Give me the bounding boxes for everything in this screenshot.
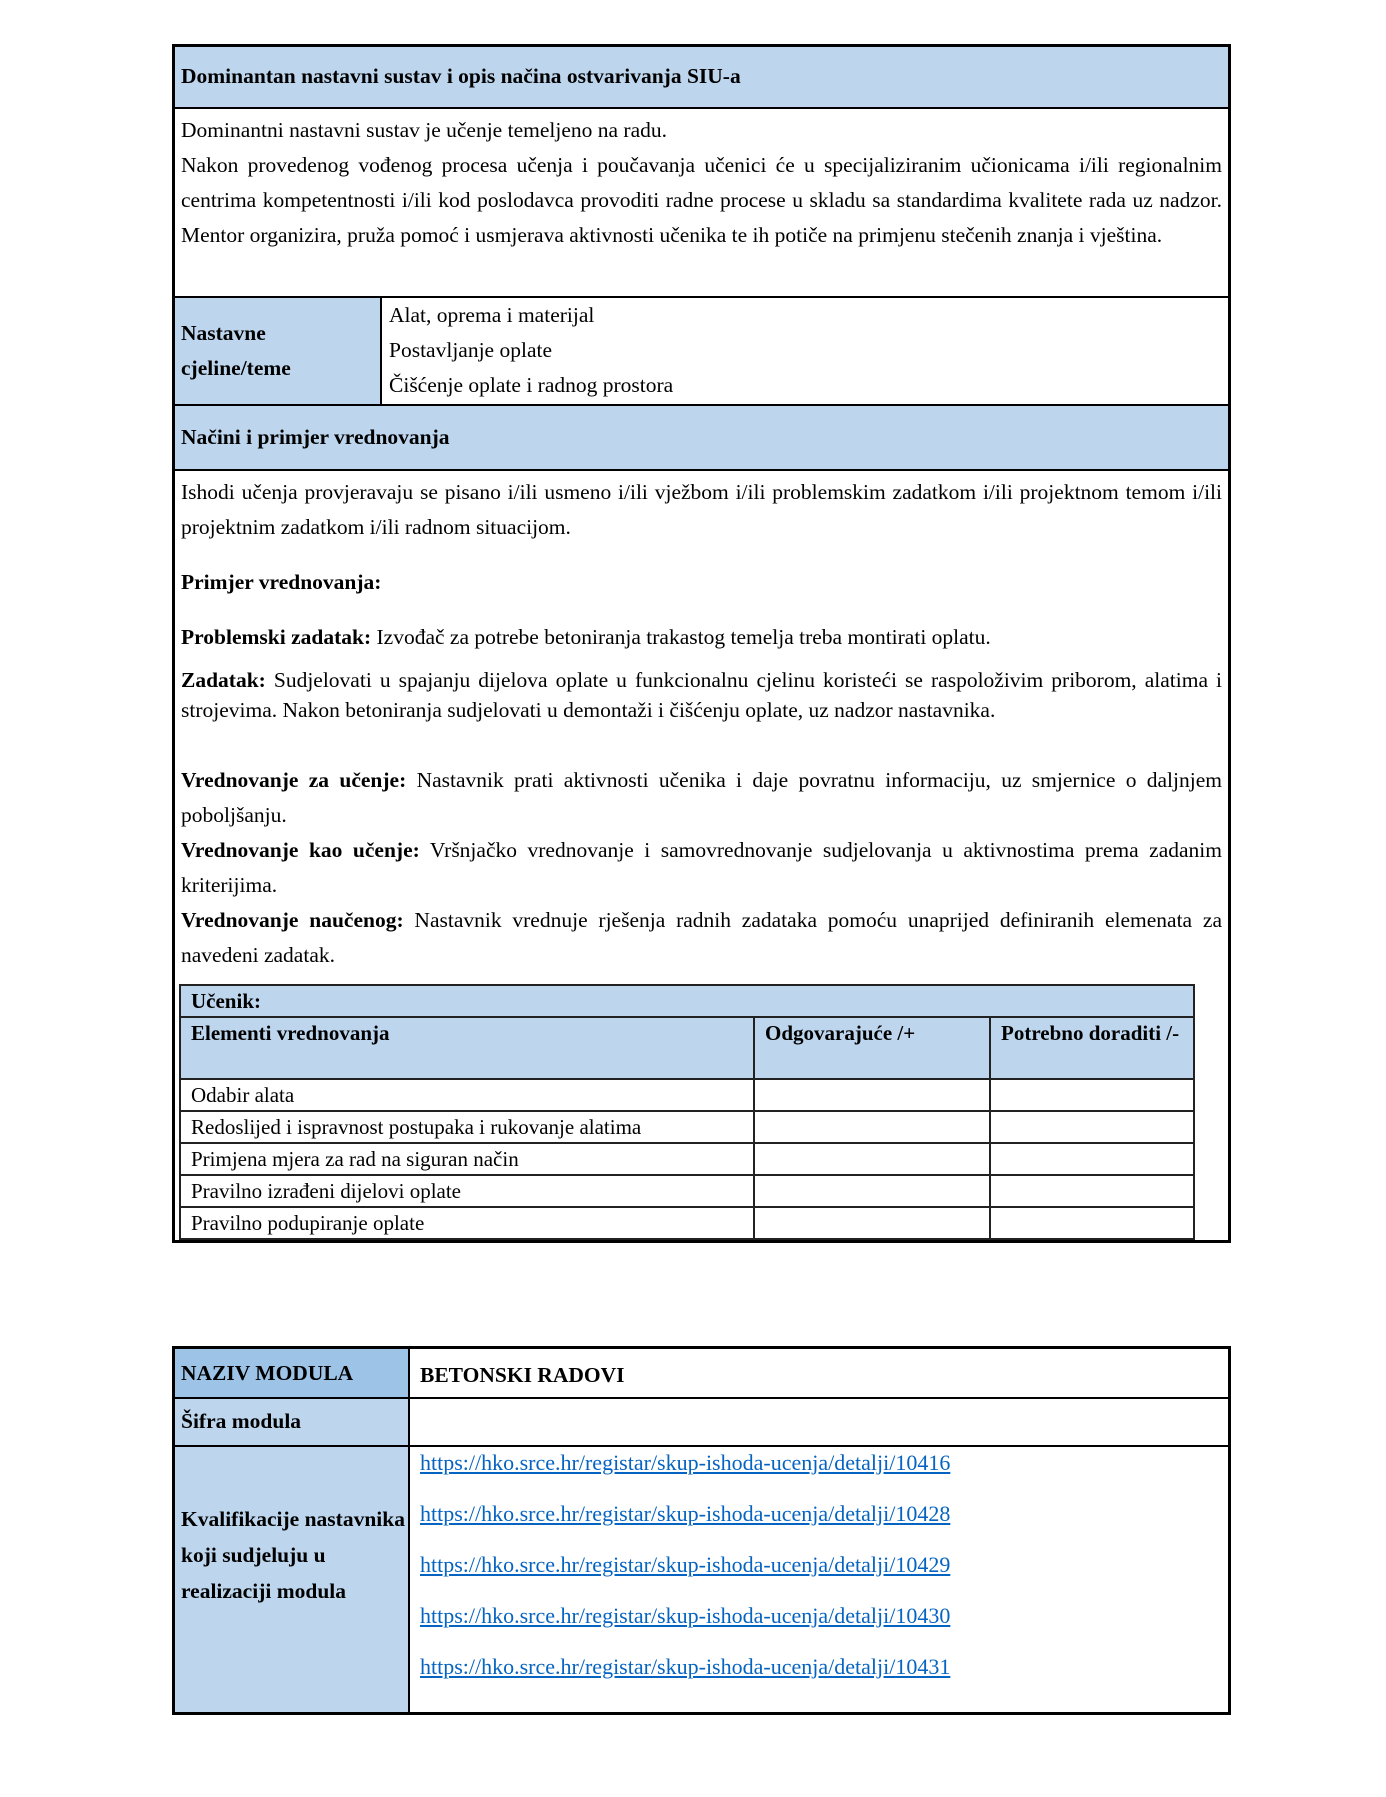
qualifications-links (420, 1447, 1228, 1692)
adequate-cell[interactable] (754, 1143, 990, 1175)
for-learning-text: Nastavnik prati aktivnosti učenika i daje povratnu informaciju, uz smjernice o daljnjem poboljšanju. (181, 768, 1222, 827)
intro-paragraph: Nakon provedenog vođenog procesa učenja i poučavanja učenici će u specijaliziranim učionicama i/ili regionalnim centrima kompetentnosti i/ili kod poslodavca provoditi radne procese u skladu sa standardima kvalitete rada uz nadzor. Mentor organizira, pruža pomoć i usmjerava aktivnosti učenika te ih potiče na primjenu stečenih znanja i vještina. (181, 153, 1222, 247)
intro-line: Dominantni nastavni sustav je učenje temeljeno na radu. (181, 118, 667, 142)
adequate-cell[interactable] (754, 1111, 990, 1143)
module-table (172, 1346, 1231, 1715)
problem-task (181, 620, 1222, 655)
task (181, 665, 1222, 725)
evaluation-intro: Ishodi učenja provjeravaju se pisano i/ili usmeno i/ili vježbom i/ili problemskim zadatkom i/ili projektnom temom i/ili projektnim zadatkom i/ili radnom situacijom. (181, 480, 1222, 539)
of-learning-label: Vrednovanje naučenog: (181, 908, 404, 932)
problem-text: Izvođač za potrebe betoniranja trakastog temelja treba montirati oplatu. (371, 625, 991, 649)
needs-work-cell[interactable] (990, 1207, 1194, 1239)
module-code-label: Šifra modula (181, 1409, 302, 1433)
for-learning (181, 763, 1222, 833)
for-learning-label: Vrednovanje za učenje: (181, 768, 407, 792)
element-name: Primjena mjera za rad na siguran način (180, 1143, 754, 1175)
module-name-value: BETONSKI RADOVI (420, 1363, 625, 1387)
module-name-label: NAZIV MODULA (181, 1361, 354, 1385)
problem-label: Problemski zadatak: (181, 625, 372, 649)
element-name: Redoslijed i ispravnost postupaka i rukovanje alatima (180, 1111, 754, 1143)
section-title-system: Dominantan nastavni sustav i opis načina ostvarivanja SIU-a (181, 64, 741, 88)
task-label: Zadatak: (181, 668, 266, 692)
unit-item: Čišćenje oplate i radnog prostora (389, 373, 674, 397)
element-name: Odabir alata (180, 1079, 754, 1111)
adequate-cell[interactable] (754, 1207, 990, 1239)
qualification-link[interactable]: https://hko.srce.hr/registar/skup-ishoda-ucenja/detalji/10429 (420, 1552, 951, 1577)
qualifications-label: Kvalifikacije nastavnika koji sudjeluju u realizaciji modula (181, 1507, 405, 1603)
task-text: Sudjelovati u spajanju dijelova oplate u funkcionalnu cjelinu koristeći se raspoloživim priborom, alatima i strojevima. Nakon betoniranja sudjelovati u demontaži i čišćenju oplate, uz nadzor nastavnika. (181, 668, 1222, 722)
as-learning-text: Vršnjačko vrednovanje i samovrednovanje sudjelovanja u aktivnostima prema zadanim kriterijima. (181, 838, 1222, 897)
evaluation-content (181, 475, 1222, 973)
siu-table (172, 44, 1231, 1243)
adequate-cell[interactable] (754, 1079, 990, 1111)
module-name-value-cell (410, 1349, 1228, 1397)
table-row (180, 1207, 1194, 1239)
qualification-link[interactable]: https://hko.srce.hr/registar/skup-ishoda-ucenja/detalji/10431 (420, 1654, 951, 1679)
evaluation-grid (179, 984, 1195, 1240)
example-title: Primjer vrednovanja: (181, 570, 382, 594)
col-header-adequate: Odgovarajuće /+ (754, 1017, 990, 1079)
units-label: Nastavne cjeline/teme (181, 321, 291, 380)
of-learning-text: Nastavnik vrednuje rješenja radnih zadataka pomoću unaprijed definiranih elemenata za navedeni zadatak. (181, 908, 1222, 967)
adequate-cell[interactable] (754, 1175, 990, 1207)
unit-item: Postavljanje oplate (389, 338, 553, 362)
element-name: Pravilno izrađeni dijelovi oplate (180, 1175, 754, 1207)
as-learning (181, 833, 1222, 903)
units-label-cell (175, 298, 380, 404)
qualification-link[interactable]: https://hko.srce.hr/registar/skup-ishoda-ucenja/detalji/10416 (420, 1450, 951, 1475)
needs-work-cell[interactable] (990, 1143, 1194, 1175)
qualification-link[interactable]: https://hko.srce.hr/registar/skup-ishoda-ucenja/detalji/10428 (420, 1501, 951, 1526)
table-row (180, 1143, 1194, 1175)
table-row (180, 1175, 1194, 1207)
section-header-system (175, 47, 1228, 107)
needs-work-cell[interactable] (990, 1111, 1194, 1143)
section-header-evaluation (175, 406, 1228, 469)
units-list (389, 298, 673, 403)
table-row (180, 1079, 1194, 1111)
qualifications-label-cell (175, 1447, 408, 1712)
of-learning (181, 903, 1222, 973)
qualification-link[interactable]: https://hko.srce.hr/registar/skup-ishoda-ucenja/detalji/10430 (420, 1603, 951, 1628)
section-title-evaluation: Načini i primjer vrednovanja (181, 425, 450, 449)
needs-work-cell[interactable] (990, 1175, 1194, 1207)
as-learning-label: Vrednovanje kao učenje: (181, 838, 420, 862)
col-header-elements: Elementi vrednovanja (180, 1017, 754, 1079)
system-description (181, 113, 1222, 253)
student-label: Učenik: (180, 985, 1194, 1017)
needs-work-cell[interactable] (990, 1079, 1194, 1111)
col-header-needs-work: Potrebno doraditi /- (990, 1017, 1194, 1079)
module-code-label-cell (175, 1399, 408, 1445)
element-name: Pravilno podupiranje oplate (180, 1207, 754, 1239)
unit-item: Alat, oprema i materijal (389, 303, 595, 327)
module-name-label-cell (175, 1349, 408, 1397)
table-row (180, 1111, 1194, 1143)
